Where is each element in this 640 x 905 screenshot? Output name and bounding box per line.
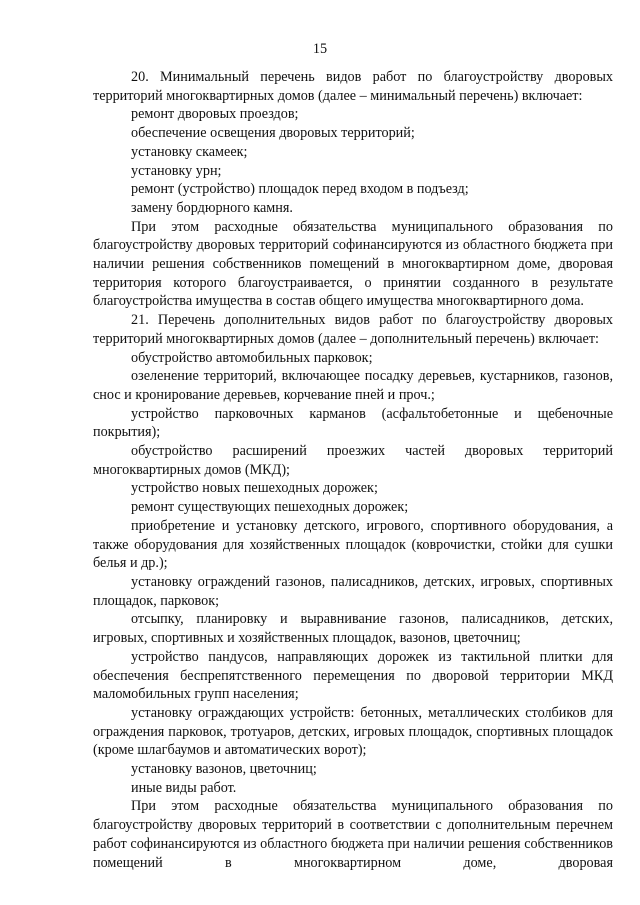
paragraph: обустройство автомобильных парковок; [131, 349, 373, 366]
paragraph: установку ограждающих устройств: бетонных, металлических столбиков для ограждения парковок, тротуаров, детских, игровых площадок, спортивных площадок (кроме шлагбаумов и автоматических ворот); [93, 704, 613, 759]
paragraph: устройство новых пешеходных дорожек; [131, 480, 378, 497]
paragraph: ремонт существующих пешеходных дорожек; [131, 499, 409, 516]
paragraph: устройство пандусов, направляющих дорожек из тактильной плитки для обеспечения беспрепятственного перемещения по дворовой территории МКД маломобильных групп населения; [93, 648, 613, 703]
paragraph: отсыпку, планировку и выравнивание газонов, палисадников, детских, игровых, спортивных и хозяйственных площадок, вазонов, цветочниц; [93, 611, 613, 647]
paragraph: установку скамеек; [131, 143, 248, 160]
paragraph: При этом расходные обязательства муниципального образования по благоустройству дворовых территорий софинансируются из областного бюджета при наличии решения собственников помещений в многоквартирном доме, дворовая территория которого благоустраивается, о принятии созданного в результате благоустройства имущества в состав общего имущества многоквартирного дома. [93, 218, 613, 310]
document-body [93, 68, 613, 872]
paragraph: 21. Перечень дополнительных видов работ по благоустройству дворовых территорий многоквартирных домов (далее – дополнительный перечень) включает: [93, 312, 613, 347]
paragraph: ремонт дворовых проездов; [131, 106, 299, 123]
paragraph: установку вазонов, цветочниц; [131, 761, 317, 778]
paragraph: озеленение территорий, включающее посадку деревьев, кустарников, газонов, снос и кронирование деревьев, корчевание пней и проч.; [93, 368, 613, 403]
paragraph: ремонт (устройство) площадок перед входом в подъезд; [131, 181, 469, 198]
paragraph: установку ограждений газонов, палисадников, детских, игровых, спортивных площадок, парковок; [93, 573, 613, 609]
paragraph: обеспечение освещения дворовых территорий; [131, 125, 415, 142]
paragraph: установку урн; [131, 162, 222, 179]
paragraph: При этом расходные обязательства муниципального образования по благоустройству дворовых территорий в соответствии с дополнительным перечнем работ софинансируются из областного бюджета при наличии решения собственников помещений в многоквартирном доме, дворовая [93, 798, 613, 871]
paragraph: устройство парковочных карманов (асфальтобетонные и щебеночные покрытия); [93, 405, 613, 441]
page-number: 15 [312, 41, 328, 57]
paragraph: обустройство расширений проезжих частей дворовых территорий многоквартирных домов (МКД); [93, 443, 613, 478]
paragraph: 20. Минимальный перечень видов работ по благоустройству дворовых территорий многоквартирных домов (далее – минимальный перечень) включает: [93, 69, 613, 104]
paragraph: приобретение и установку детского, игрового, спортивного оборудования, а также оборудования для хозяйственных площадок (коврочистки, стойки для сушки белья и др.); [93, 517, 613, 572]
paragraph: замену бордюрного камня. [131, 199, 293, 216]
paragraph: иные виды работ. [131, 779, 237, 796]
